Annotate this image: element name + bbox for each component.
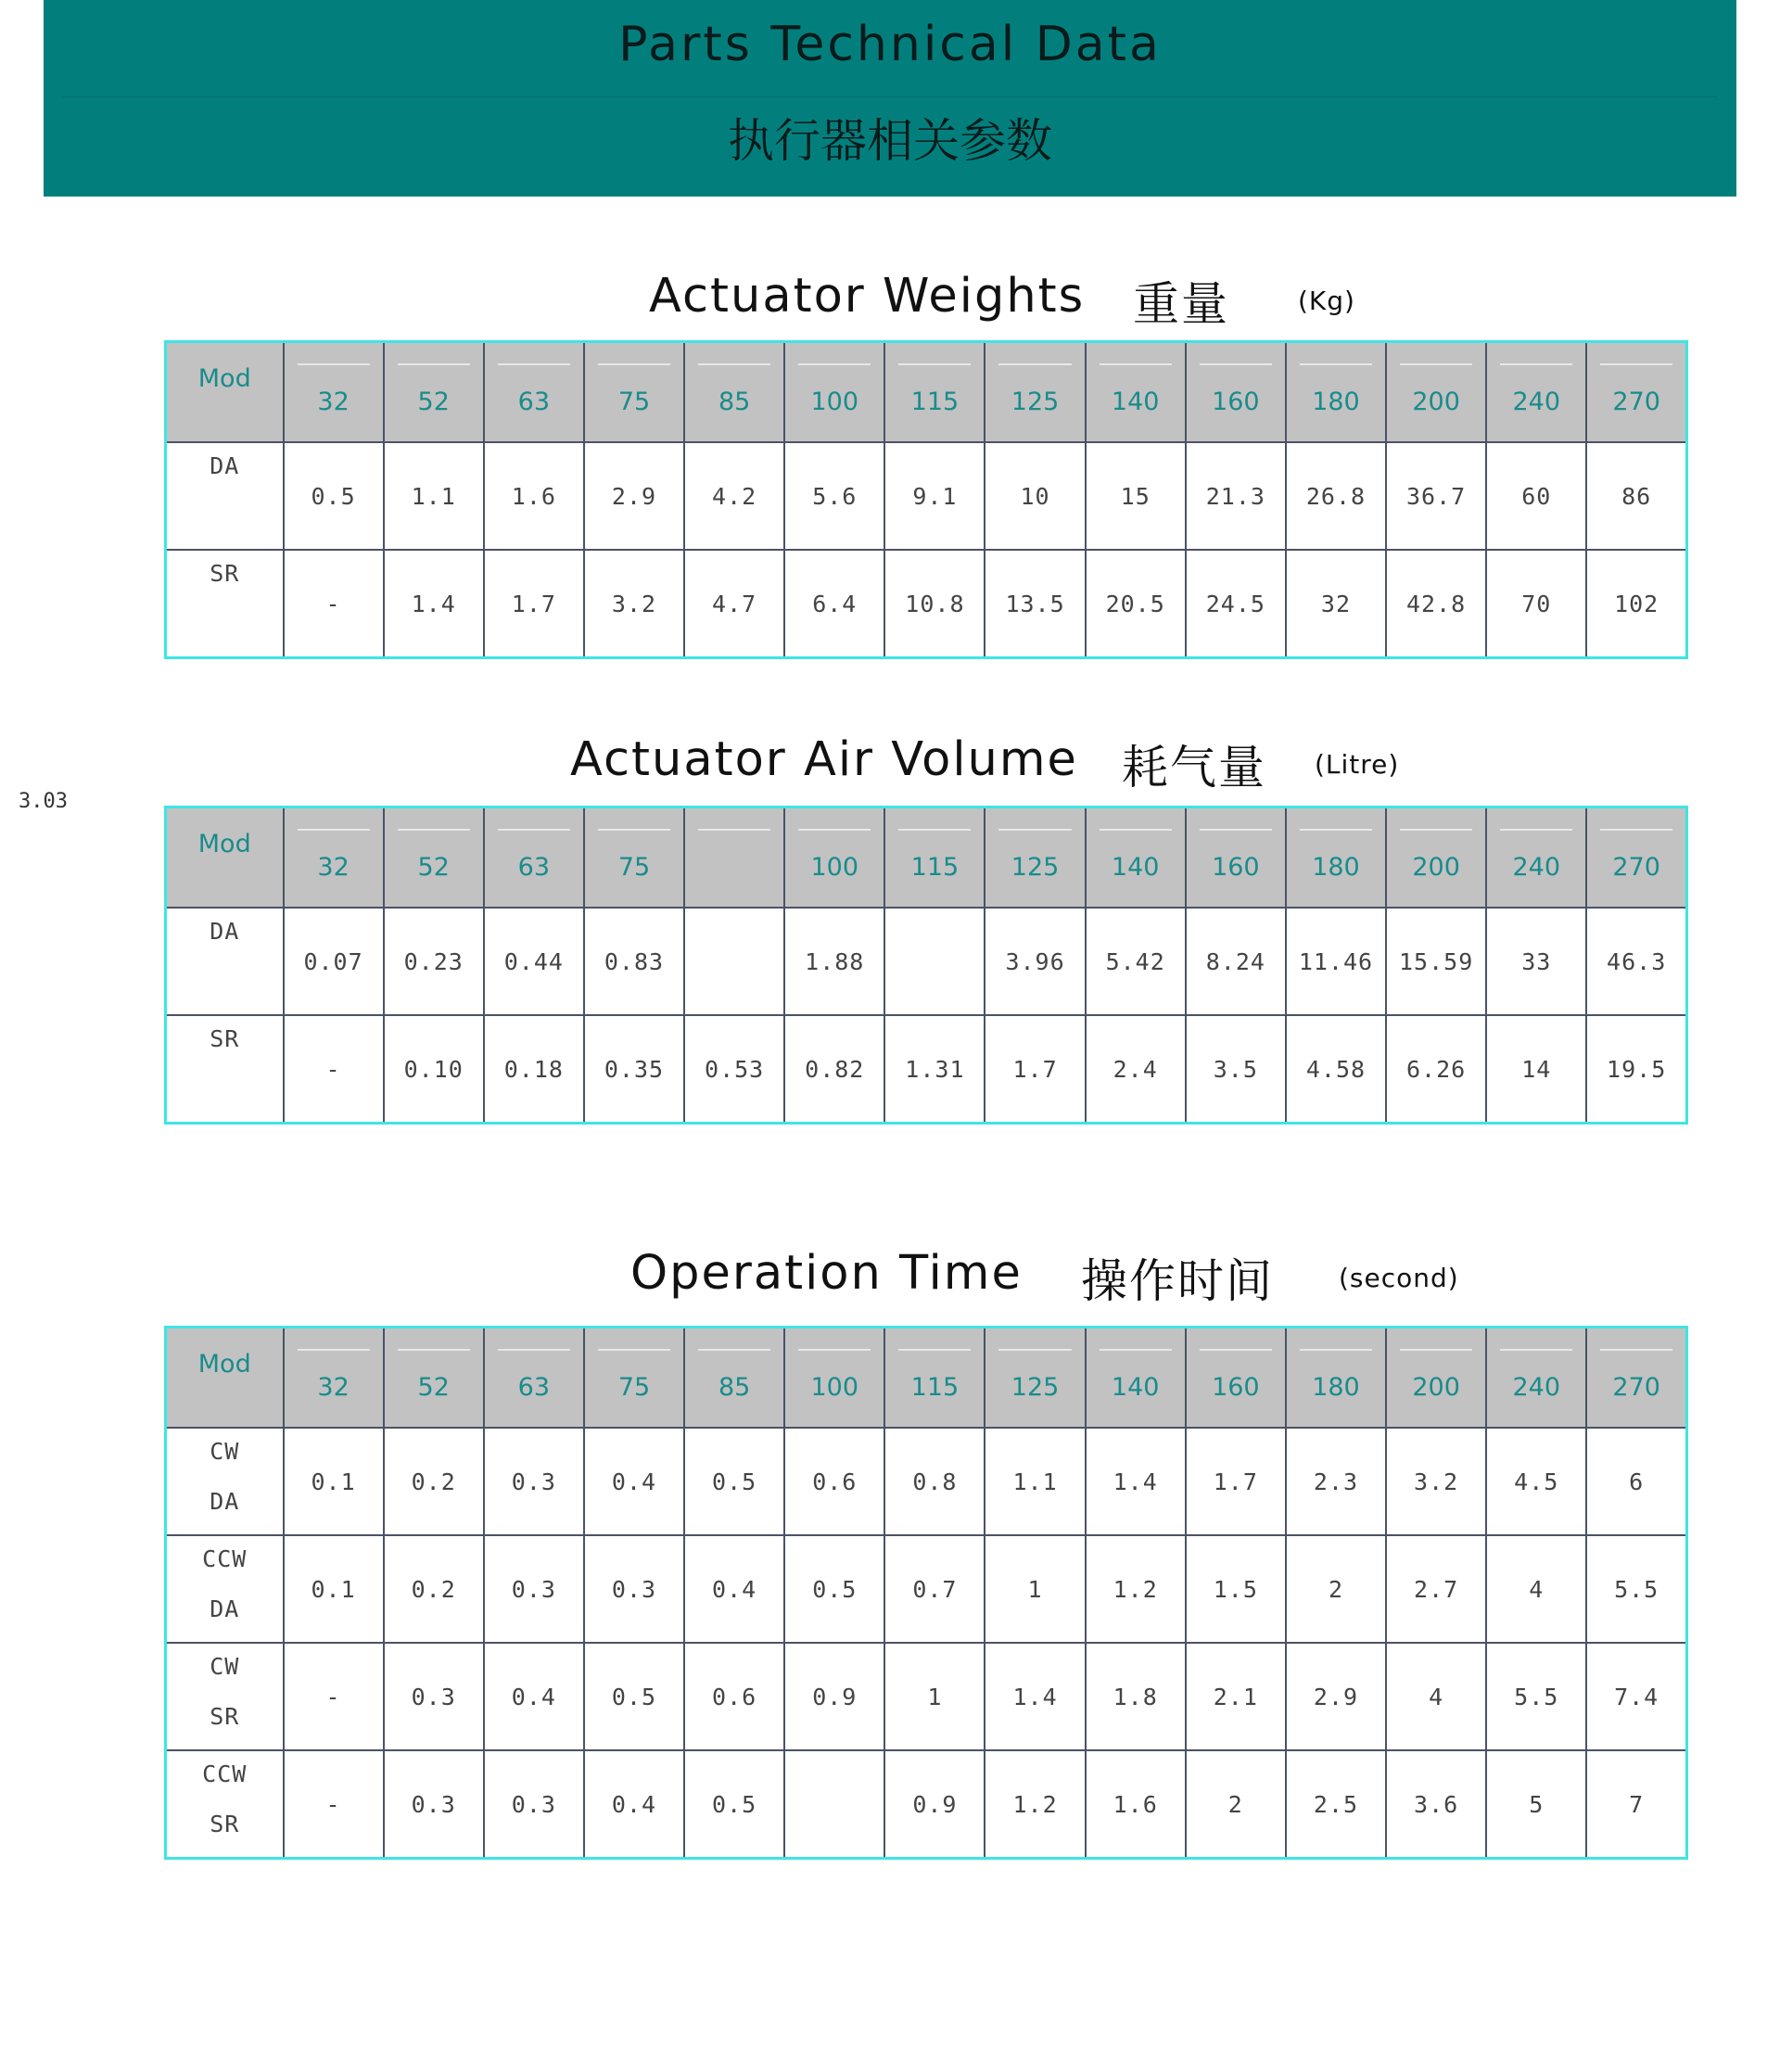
model-label: 32 [317,1372,350,1402]
table-cell: 4.58 [1286,1015,1386,1124]
model-label: 32 [317,387,350,416]
air-volume-table [164,806,1688,1125]
model-label: 160 [1212,1372,1260,1402]
model-header [1186,1328,1286,1429]
header-cap-line [1400,1349,1472,1351]
table-cell: 1.7 [1186,1428,1286,1535]
table-cell: 70 [1486,550,1586,658]
table-cell: 5.6 [784,442,884,550]
row-label [166,1535,284,1643]
mod-header [166,807,284,909]
row-label [166,1750,284,1859]
model-header [1586,807,1686,909]
weights-title-en: Actuator Weights [649,269,1086,324]
table-cell: 0.6 [684,1643,784,1750]
header-cap-line [998,829,1071,831]
table-row [166,442,1687,550]
header-cap-line [498,829,570,831]
model-label: 100 [810,1372,859,1402]
model-label: 63 [517,1372,551,1402]
table-row [166,550,1687,658]
table-cell: 1.8 [1086,1643,1186,1750]
table-cell: 5 [1486,1750,1586,1859]
header-row [166,342,1687,443]
header-cap-line [998,363,1071,365]
header-cap-line [1100,1349,1172,1351]
table-cell: 0.3 [384,1643,484,1750]
model-header [1386,807,1486,909]
model-label: 75 [617,1372,651,1402]
model-label: 270 [1612,1372,1660,1402]
header-cap-line [798,363,871,365]
row-label-line1: CCW [202,1761,248,1787]
model-label: 115 [910,1372,960,1402]
table-row [166,1535,1687,1643]
row-label-line1: DA [210,918,240,945]
table-cell: 1.4 [1086,1428,1186,1535]
model-label: 270 [1612,387,1660,416]
table-cell: 0.23 [384,908,484,1015]
page-header [44,0,1736,197]
table-cell: 6.26 [1386,1015,1486,1124]
header-cap-line [698,829,770,831]
header-cap-line [698,363,770,365]
model-label: 140 [1111,1372,1160,1402]
model-label: 270 [1612,852,1660,882]
header-cap-line [898,829,971,831]
operation-time-title-en: Operation Time [630,1246,1023,1301]
header-cap-line [1300,1349,1372,1351]
model-label: 240 [1512,387,1561,416]
table-row [166,1643,1687,1750]
table-row [166,1428,1687,1535]
model-label: 140 [1111,852,1160,882]
model-header [484,1328,584,1429]
model-header [884,807,985,909]
model-label: 52 [417,387,450,416]
table-cell: 2 [1186,1750,1286,1859]
table-cell: 0.3 [484,1535,584,1643]
table-cell: 6 [1586,1428,1686,1535]
model-header [1286,342,1386,443]
header-cap-line [1200,829,1272,831]
table-cell: 0.1 [284,1428,384,1535]
table-cell: 0.8 [884,1428,985,1535]
model-label: 100 [810,852,859,882]
table-cell: 4 [1386,1643,1486,1750]
table-cell: 3.2 [1386,1428,1486,1535]
table-cell: 0.83 [584,908,684,1015]
operation-time-unit: (second) [1339,1263,1459,1293]
table-cell: 1.6 [484,442,584,550]
table-cell: 2 [1286,1535,1386,1643]
header-cap-line [298,1349,370,1351]
table-cell: 4 [1486,1535,1586,1643]
table-cell: 1.5 [1186,1535,1286,1643]
table-cell: 0.9 [784,1643,884,1750]
table-cell: 4.2 [684,442,784,550]
table-cell: 10 [985,442,1085,550]
table-cell: 2.5 [1286,1750,1386,1859]
header-cap-line [998,1349,1071,1351]
table-cell: 0.44 [484,908,584,1015]
header-cap-line [398,1349,470,1351]
table-cell: 0.5 [284,442,384,550]
model-header [784,342,884,443]
model-label: 125 [1011,852,1060,882]
table-cell: 0.9 [884,1750,985,1859]
table-cell: 0.5 [584,1643,684,1750]
model-label: 100 [810,387,859,416]
table-cell: 102 [1586,550,1686,658]
model-label: 240 [1512,852,1561,882]
table-row [166,1015,1687,1124]
table-cell: 6.4 [784,550,884,658]
page-title: Parts Technical Data [618,17,1162,72]
model-label: 180 [1312,852,1360,882]
header-cap-line [1500,829,1572,831]
row-label-line1: SR [210,1025,240,1052]
header-cap-line [598,829,670,831]
model-header [1086,1328,1186,1429]
table-cell: 3.2 [584,550,684,658]
table-cell: 4.5 [1486,1428,1586,1535]
row-label-line1: CW [210,1438,240,1465]
table-cell: 0.4 [584,1428,684,1535]
model-header [284,1328,384,1429]
model-header [1286,807,1386,909]
model-label: 52 [417,1372,450,1402]
table-cell: 11.46 [1286,908,1386,1015]
model-label: 125 [1011,387,1060,416]
table-cell: 1.6 [1086,1750,1186,1859]
model-label: 180 [1312,1372,1360,1402]
table-cell: 0.5 [784,1535,884,1643]
model-header [1486,342,1586,443]
air-volume-unit: (Litre) [1315,749,1400,780]
model-label: 160 [1212,387,1260,416]
table-cell: 19.5 [1586,1015,1686,1124]
model-label: 200 [1412,852,1460,882]
table-cell: - [284,1643,384,1750]
table-cell: 26.8 [1286,442,1386,550]
model-header [784,1328,884,1429]
model-header [284,342,384,443]
table-cell: 0.5 [684,1428,784,1535]
row-label [166,550,284,658]
header-cap-line [398,829,470,831]
table-cell: 0.53 [684,1015,784,1124]
header-cap-line [498,1349,570,1351]
header-cap-line [898,1349,971,1351]
model-label: 32 [317,852,350,882]
row-label-line2: DA [210,1595,240,1622]
model-header [684,807,784,909]
operation-time-table [164,1326,1688,1860]
table-cell: 0.82 [784,1015,884,1124]
table-cell: 33 [1486,908,1586,1015]
table-cell: 3.96 [985,908,1085,1015]
header-cap-line [1300,363,1372,365]
mod-label: Mod [197,363,251,393]
air-volume-title-cn: 耗气量 [1122,741,1266,794]
header-cap-line [1600,363,1672,365]
table-cell: 0.3 [584,1535,684,1643]
model-label: 63 [517,852,551,882]
table-cell: 86 [1586,442,1686,550]
table-row [166,908,1687,1015]
air-volume-title-en: Actuator Air Volume [570,732,1078,787]
header-cap-line [1400,363,1472,365]
table-cell: 0.1 [284,1535,384,1643]
table-cell: 9.1 [884,442,985,550]
model-header [684,342,784,443]
model-header [484,342,584,443]
table-cell: 2.4 [1086,1015,1186,1124]
table-cell: 42.8 [1386,550,1486,658]
row-label [166,1428,284,1535]
table-cell: 0.3 [484,1428,584,1535]
model-header [884,1328,985,1429]
model-header [1586,342,1686,443]
table-cell: 0.2 [384,1535,484,1643]
table-cell: - [284,550,384,658]
table-cell: 1.2 [1086,1535,1186,1643]
table-cell: 0.5 [684,1750,784,1859]
table-cell: 0.4 [684,1535,784,1643]
weights-unit: (Kg) [1298,286,1355,316]
row-label [166,1643,284,1750]
model-header [1086,342,1186,443]
table-cell: 2.9 [1286,1643,1386,1750]
header-cap-line [1300,829,1372,831]
table-cell: 0.07 [284,908,384,1015]
table-cell: 0.3 [484,1750,584,1859]
header-cap-line [798,829,871,831]
table-cell [884,908,985,1015]
table-cell: 0.6 [784,1428,884,1535]
row-label-line1: CW [210,1653,240,1680]
table-cell: 1.4 [985,1643,1085,1750]
header-cap-line [1200,1349,1272,1351]
table-cell: 2.7 [1386,1535,1486,1643]
model-header [1386,1328,1486,1429]
table-cell: 3.6 [1386,1750,1486,1859]
table-cell: 46.3 [1586,908,1686,1015]
table-cell [784,1750,884,1859]
row-label-line2: SR [210,1811,240,1837]
header-cap-line [1200,363,1272,365]
header-cap-line [798,1349,871,1351]
table-cell: 0.35 [584,1015,684,1124]
table-cell: 1 [884,1643,985,1750]
table-cell: 1.7 [484,550,584,658]
mod-label: Mod [197,829,251,858]
header-cap-line [1100,363,1172,365]
header-cap-line [298,829,370,831]
model-label: 200 [1412,1372,1460,1402]
table-cell: - [284,1750,384,1859]
weights-title-cn: 重量 [1133,277,1229,331]
model-header [1186,807,1286,909]
operation-time-title-cn: 操作时间 [1081,1254,1274,1308]
model-header [1486,807,1586,909]
model-label: 140 [1111,387,1160,416]
row-label-line1: DA [210,452,240,479]
page-title-cn: 执行器相关参数 [728,114,1052,168]
model-label: 75 [617,852,651,882]
model-header [384,1328,484,1429]
model-header [784,807,884,909]
model-header [1386,342,1486,443]
header-row [166,807,1687,909]
header-cap-line [1500,363,1572,365]
table-cell: 8.24 [1186,908,1286,1015]
table-cell: 1.1 [985,1428,1085,1535]
model-label: 85 [718,387,751,416]
header-divider [62,96,1718,97]
table-cell: 7.4 [1586,1643,1686,1750]
table-cell: 4.7 [684,550,784,658]
table-cell: 1.7 [985,1015,1085,1124]
header-cap-line [1600,829,1672,831]
model-label: 63 [517,387,551,416]
table-cell: 0.2 [384,1428,484,1535]
model-label: 52 [417,852,450,882]
table-row [166,1750,1687,1859]
table-cell: 0.3 [384,1750,484,1859]
mod-header [166,342,284,443]
model-header [1186,342,1286,443]
header-cap-line [1500,1349,1572,1351]
model-header [484,807,584,909]
model-header [985,342,1085,443]
model-label: 115 [910,852,960,882]
model-header [1086,807,1186,909]
table-cell: 0.18 [484,1015,584,1124]
weights-table [164,340,1688,659]
table-cell: - [284,1015,384,1124]
table-cell: 15.59 [1386,908,1486,1015]
table-cell: 0.7 [884,1535,985,1643]
header-cap-line [1400,829,1472,831]
model-header [584,807,684,909]
table-cell: 32 [1286,550,1386,658]
model-label: 200 [1412,387,1460,416]
table-cell: 21.3 [1186,442,1286,550]
page-number: 3.03 [19,790,68,813]
model-header [985,807,1085,909]
table-cell [684,908,784,1015]
model-label: 160 [1212,852,1260,882]
header-cap-line [298,363,370,365]
table-cell: 2.3 [1286,1428,1386,1535]
table-cell: 13.5 [985,550,1085,658]
table-cell: 1.88 [784,908,884,1015]
model-header [1486,1328,1586,1429]
table-cell: 3.5 [1186,1015,1286,1124]
header-cap-line [498,363,570,365]
row-label-line2: SR [210,1703,240,1730]
table-cell: 15 [1086,442,1186,550]
model-label: 75 [617,387,651,416]
table-cell: 5.42 [1086,908,1186,1015]
row-label [166,442,284,550]
table-cell: 60 [1486,442,1586,550]
header-cap-line [698,1349,770,1351]
header-cap-line [898,363,971,365]
mod-header [166,1328,284,1429]
model-header [284,807,384,909]
header-cap-line [598,363,670,365]
table-cell: 5.5 [1486,1643,1586,1750]
model-label: 115 [910,387,960,416]
table-cell: 0.4 [584,1750,684,1859]
header-cap-line [1100,829,1172,831]
header-cap-line [598,1349,670,1351]
table-cell: 0.10 [384,1015,484,1124]
table-cell: 24.5 [1186,550,1286,658]
row-label-line1: CCW [202,1545,248,1572]
model-header [884,342,985,443]
model-header [1586,1328,1686,1429]
model-header [384,807,484,909]
row-label-line1: SR [210,560,240,587]
table-cell: 10.8 [884,550,985,658]
header-cap-line [398,363,470,365]
model-label: 240 [1512,1372,1561,1402]
model-header [684,1328,784,1429]
model-header [584,342,684,443]
row-label [166,908,284,1015]
table-cell: 2.9 [584,442,684,550]
table-cell: 5.5 [1586,1535,1686,1643]
table-cell: 1.4 [384,550,484,658]
mod-label: Mod [197,1349,251,1379]
model-label: 85 [718,1372,751,1402]
table-cell: 36.7 [1386,442,1486,550]
table-cell: 20.5 [1086,550,1186,658]
model-header [584,1328,684,1429]
row-label [166,1015,284,1124]
row-label-line2: DA [210,1488,240,1515]
model-label: 180 [1312,387,1360,416]
header-cap-line [1600,1349,1672,1351]
table-cell: 0.4 [484,1643,584,1750]
table-cell: 1.31 [884,1015,985,1124]
model-header [384,342,484,443]
table-cell: 14 [1486,1015,1586,1124]
table-cell: 1.1 [384,442,484,550]
model-header [985,1328,1085,1429]
table-cell: 7 [1586,1750,1686,1859]
model-label: 125 [1011,1372,1060,1402]
table-cell: 1 [985,1535,1085,1643]
table-cell: 1.2 [985,1750,1085,1859]
table-cell: 2.1 [1186,1643,1286,1750]
model-header [1286,1328,1386,1429]
header-row [166,1328,1687,1429]
